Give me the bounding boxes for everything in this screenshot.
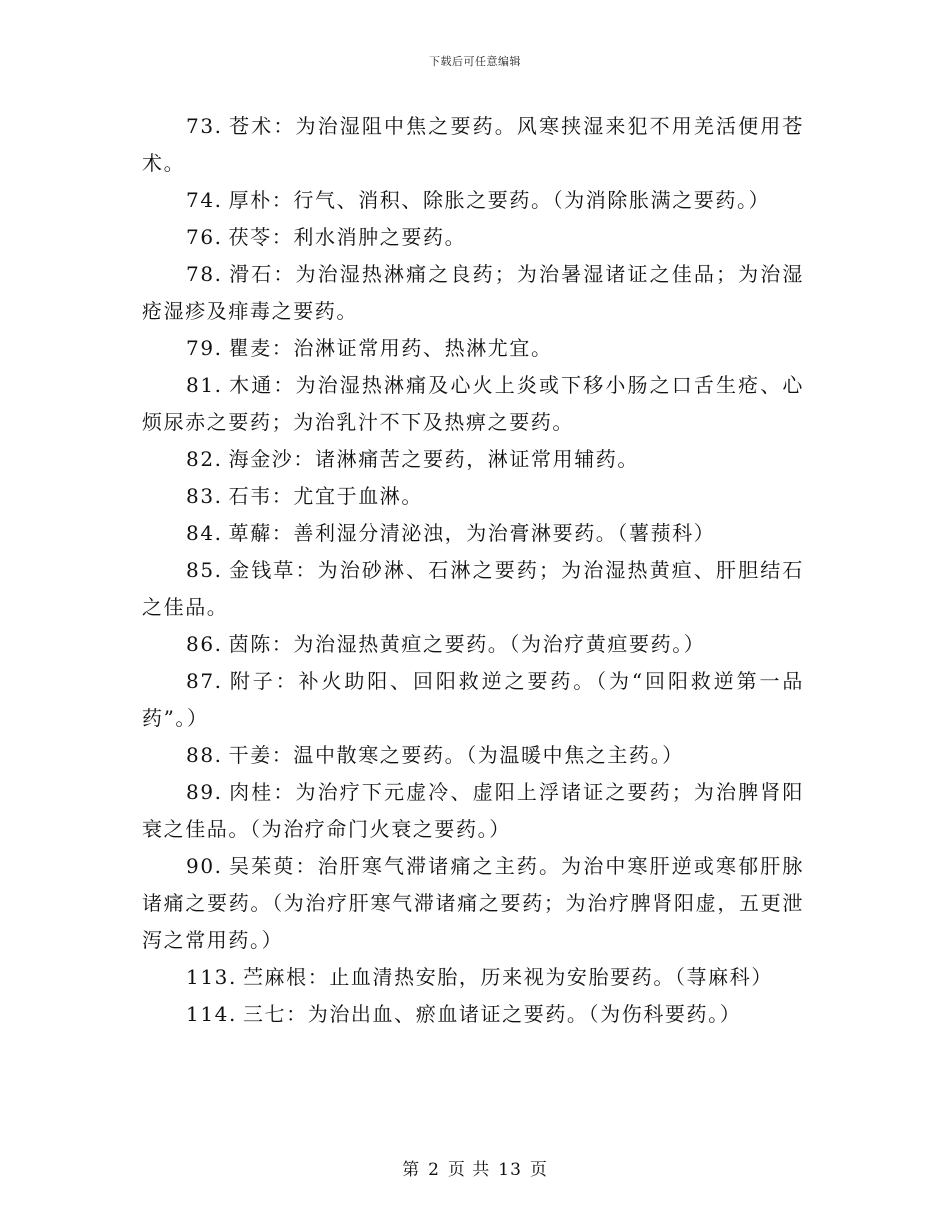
entry-90 [142,848,804,959]
entry-text: 三七：为治出血、瘀血诸证之要药。（为伤科要药。） [242,1002,742,1026]
entry-text: 茵陈：为治湿热黄疸之要药。（为治疗黄疸要药。） [228,632,706,656]
entry-text: 石韦：尤宜于血淋。 [228,484,424,508]
entry-113 [142,959,804,996]
entry-number: 85. [186,558,223,582]
entry-text: 海金沙：诸淋痛苦之要药，淋证常用辅药。 [228,447,640,471]
entry-89 [142,774,804,848]
entry-79 [142,330,804,367]
entry-number: 90. [186,854,223,878]
entry-number: 84. [186,521,223,545]
entry-number: 88. [186,743,223,767]
page-label-mid: 页 共 [447,1160,491,1180]
entry-number: 114. [186,1002,237,1026]
entry-87 [142,663,804,737]
entry-text: 滑石：为治湿热淋痛之良药；为治暑湿诸证之佳品；为治湿疮湿疹及痱毒之要药。 [142,262,804,323]
entry-text: 茯苓：利水消肿之要药。 [228,225,467,249]
entry-114 [142,996,804,1033]
entry-73 [142,108,804,182]
entry-number: 81. [186,373,223,397]
entry-number: 89. [186,780,223,804]
entry-text: 厚朴：行气、消积、除胀之要药。（为消除胀满之要药。） [228,188,771,212]
entry-86 [142,626,804,663]
entry-number: 79. [186,336,223,360]
entry-83 [142,478,804,515]
entry-81 [142,367,804,441]
entry-text: 苍术：为治湿阻中焦之要药。风寒挟湿来犯不用羌活便用苍术。 [142,114,804,175]
entry-text: 附子：补火助阳、回阳救逆之要药。（为“回阳救逆第一品药”。） [142,669,804,730]
entry-88 [142,737,804,774]
page-footer [0,1155,950,1180]
entry-text: 肉桂：为治疗下元虚冷、虚阳上浮诸证之要药；为治脾肾阳衰之佳品。（为治疗命门火衰之要药。） [142,780,804,841]
entry-text: 金钱草：为治砂淋、石淋之要药；为治湿热黄疸、肝胆结石之佳品。 [142,558,804,619]
entry-number: 76. [186,225,223,249]
entry-text: 苎麻根：止血清热安胎，历来视为安胎要药。（荨麻科） [242,965,773,989]
entry-76 [142,219,804,256]
entry-number: 74. [186,188,223,212]
page-label-prefix: 第 [402,1160,421,1180]
entry-text: 瞿麦：治淋证常用药、热淋尤宜。 [228,336,553,360]
total-pages-number: 13 [498,1160,522,1180]
entry-text: 萆薢：善利湿分清泌浊，为治膏淋要药。（薯蓣科） [228,521,716,545]
entry-text: 干姜：温中散寒之要药。（为温暖中焦之主药。） [228,743,684,767]
entry-number: 82. [186,447,223,471]
entry-text: 木通：为治湿热淋痛及心火上炎或下移小肠之口舌生疮、心烦尿赤之要药；为治乳汁不下及热痹之要药。 [142,373,804,434]
entry-84 [142,515,804,552]
current-page-number: 2 [428,1160,440,1180]
page-label-suffix: 页 [529,1160,548,1180]
header-note: 下载后可任意编辑 [429,55,521,68]
entry-85 [142,552,804,626]
entry-78 [142,256,804,330]
entry-74 [142,182,804,219]
entry-number: 78. [186,262,223,286]
entry-number: 87. [186,669,223,693]
entry-82 [142,441,804,478]
entry-number: 113. [186,965,237,989]
entry-number: 73. [186,114,223,138]
entry-number: 86. [186,632,223,656]
entry-text: 吴茱萸：治肝寒气滞诸痛之主药。为治中寒肝逆或寒郁肝脉诸痛之要药。（为治疗肝寒气滞诸痛之要药；为治疗脾肾阳虚，五更泄泻之常用药。） [142,854,804,952]
document-body [142,108,804,1033]
entry-number: 83. [186,484,223,508]
